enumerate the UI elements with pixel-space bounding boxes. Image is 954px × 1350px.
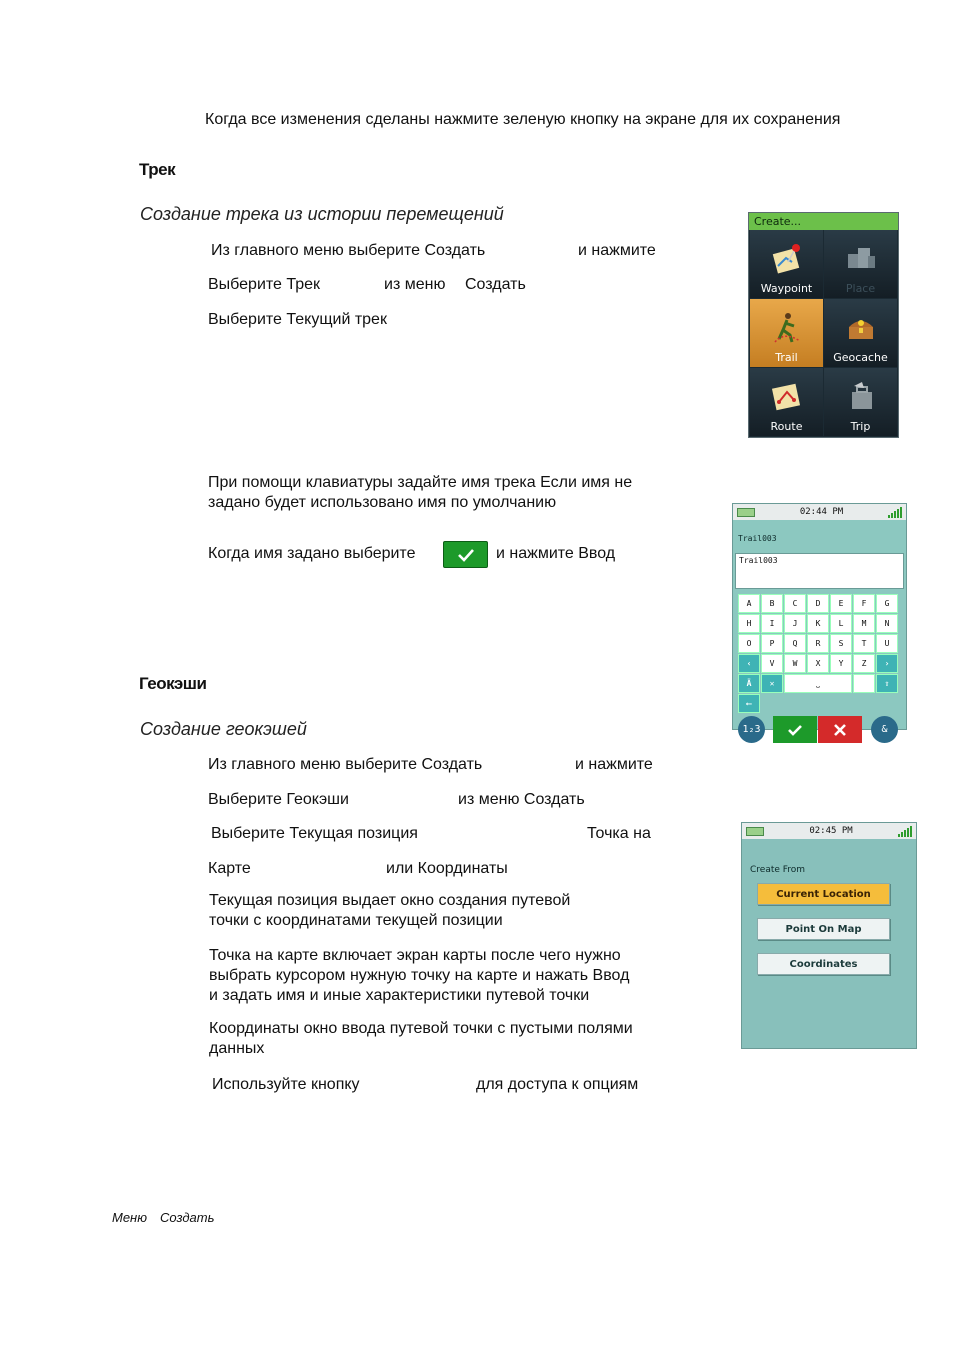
battery-icon [737, 508, 755, 517]
key-z[interactable]: Z [853, 654, 875, 673]
clear-button[interactable] [761, 674, 783, 693]
geo-step3-b: Точка на [587, 825, 651, 842]
create-menu-title: Create... [749, 213, 898, 230]
key-v[interactable]: V [761, 654, 783, 673]
track-para1: При помощи клавиатуры задайте имя трека Если имя не задано будет использовано имя по умолчанию [208, 474, 633, 511]
signal-icon [898, 826, 912, 837]
waypoint-icon [770, 242, 804, 276]
key-n[interactable]: N [876, 614, 898, 633]
status-bar [742, 823, 916, 839]
key-e[interactable]: E [830, 594, 852, 613]
treasure-chest-icon [844, 311, 878, 345]
footer-menu: Меню [112, 1210, 147, 1225]
key-w[interactable]: W [784, 654, 806, 673]
backspace-icon: ⟵ [746, 699, 752, 708]
track-step1-a: Из главного меню выберите Создать [211, 242, 486, 259]
status-time: 02:44 PM [799, 507, 844, 517]
key-j[interactable]: J [784, 614, 806, 633]
shift-icon: ⇧ [884, 679, 890, 688]
geocache-subheading: Создание геокэшей [140, 719, 307, 739]
confirm-check-button[interactable] [443, 541, 488, 568]
geo-para4-a: Используйте кнопку [212, 1076, 360, 1093]
key-k[interactable]: K [807, 614, 829, 633]
buildings-icon [844, 242, 878, 276]
keyboard-title: Trail003 [738, 534, 777, 543]
track-step2-c: Создать [465, 276, 526, 293]
track-para2-a: Когда имя задано выберите [208, 545, 416, 562]
close-icon [834, 724, 846, 736]
status-time: 02:45 PM [809, 826, 853, 836]
coordinates-button[interactable]: Coordinates [757, 953, 890, 975]
geo-step2-b: из меню Создать [458, 791, 585, 808]
geo-step1-a: Из главного меню выберите Создать [208, 756, 483, 773]
key-c[interactable]: C [784, 594, 806, 613]
key-l[interactable]: L [830, 614, 852, 633]
numeric-mode-button[interactable]: 1₂3 [738, 716, 765, 743]
symbols-button[interactable]: & [871, 716, 898, 743]
key-y[interactable]: Y [830, 654, 852, 673]
menu-route[interactable]: Route [750, 368, 823, 436]
key-t[interactable]: T [853, 634, 875, 653]
geo-para3: Координаты окно ввода путевой точки с пустыми полями данных [209, 1020, 633, 1057]
key-b[interactable]: B [761, 594, 783, 613]
key-x[interactable]: X [807, 654, 829, 673]
track-step2-b: из меню [384, 276, 446, 293]
key-i[interactable]: I [761, 614, 783, 633]
menu-waypoint[interactable]: Waypoint [750, 230, 823, 298]
backspace-button[interactable] [738, 694, 760, 713]
geo-step3b-b: или Координаты [386, 860, 508, 877]
status-bar [733, 504, 906, 520]
intro-text: Когда все изменения сделаны нажмите зеленую кнопку на экране для их сохранения [205, 111, 841, 128]
suitcase-icon [844, 380, 878, 414]
menu-place[interactable]: Place [824, 230, 897, 298]
hiker-icon [770, 311, 804, 345]
battery-icon [746, 827, 764, 836]
menu-trip[interactable]: Trip [824, 368, 897, 436]
chevron-left-icon: ‹ [746, 659, 752, 668]
keyboard-keys [738, 594, 903, 713]
chevron-right-icon: › [884, 659, 890, 668]
geo-step1-b: и нажмите [575, 756, 653, 773]
key-u[interactable]: U [876, 634, 898, 653]
route-icon [770, 380, 804, 414]
geocache-heading: Геокэши [139, 674, 207, 693]
track-para2-b: и нажмите Ввод [496, 545, 616, 562]
create-from-screen [741, 822, 917, 1049]
geo-para1: Текущая позиция выдает окно создания путевой точки с координатами текущей позиции [209, 892, 571, 929]
space-button[interactable] [784, 674, 852, 693]
cursor-right-button[interactable] [876, 654, 898, 673]
track-subheading: Создание трека из истории перемещений [140, 204, 504, 224]
key-p[interactable]: P [761, 634, 783, 653]
check-icon [787, 724, 803, 736]
current-location-button[interactable]: Current Location [757, 883, 890, 905]
trail-name-input[interactable]: Trail003 [735, 553, 904, 589]
space-icon: ⎵ [816, 678, 820, 688]
footer-create: Создать [160, 1210, 215, 1225]
create-menu-screen [748, 212, 899, 438]
shift-button[interactable] [876, 674, 898, 693]
create-from-heading: Create From [750, 865, 806, 875]
key-o[interactable]: O [738, 634, 760, 653]
key-a[interactable]: A [738, 594, 760, 613]
track-step3: Выберите Текущий трек [208, 311, 387, 328]
menu-geocache[interactable]: Geocache [824, 299, 897, 367]
key-r[interactable]: R [807, 634, 829, 653]
key-m[interactable]: M [853, 614, 875, 633]
cursor-left-button[interactable] [738, 654, 760, 673]
key-f[interactable]: F [853, 594, 875, 613]
geo-para2: Точка на карте включает экран карты после чего нужно выбрать курсором нужную точку на карте и нажать Ввод и задать имя и иные характеристики путевой точки [209, 947, 630, 1004]
track-heading: Трек [139, 160, 176, 179]
keyboard-action-bar [738, 716, 903, 743]
signal-icon [888, 507, 902, 518]
cancel-button[interactable] [818, 716, 862, 743]
key-q[interactable]: Q [784, 634, 806, 653]
track-step1-b: и нажмите [578, 242, 656, 259]
key-h[interactable]: H [738, 614, 760, 633]
geo-step3b-a: Карте [208, 860, 251, 877]
check-icon [457, 548, 475, 562]
key-s[interactable]: S [830, 634, 852, 653]
menu-trail[interactable]: Trail [750, 299, 823, 367]
key-g[interactable]: G [876, 594, 898, 613]
clear-icon: ✕ [769, 679, 775, 688]
key-d[interactable]: D [807, 594, 829, 613]
track-step2-a: Выберите Трек [208, 276, 321, 293]
umlaut-button[interactable]: Ä [738, 674, 760, 693]
geo-para4-b: для доступа к опциям [476, 1076, 639, 1093]
keyboard-screen [732, 503, 907, 735]
key-blank [853, 674, 875, 693]
ok-button[interactable] [773, 716, 817, 743]
geo-step3-a: Выберите Текущая позиция [211, 825, 418, 842]
geo-step2-a: Выберите Геокэши [208, 791, 349, 808]
point-on-map-button[interactable]: Point On Map [757, 918, 890, 940]
